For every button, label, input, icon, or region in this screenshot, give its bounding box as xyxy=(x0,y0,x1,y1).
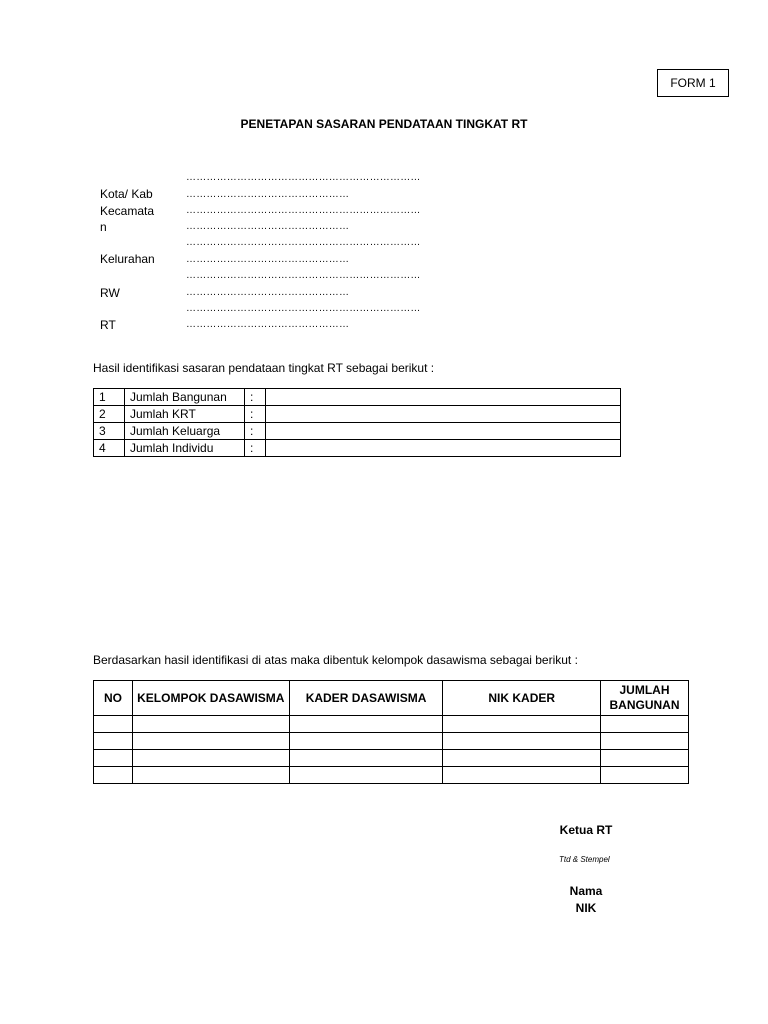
row-label: Jumlah Keluarga xyxy=(125,423,245,440)
row-number: 1 xyxy=(94,389,125,406)
label-rw: RW xyxy=(100,286,120,300)
dasawisma-group-table xyxy=(93,680,689,784)
cell[interactable] xyxy=(289,750,443,767)
label-kota-kab: Kota/ Kab xyxy=(100,187,153,201)
header-no: NO xyxy=(94,681,133,716)
identification-intro: Hasil identifikasi sasaran pendataan tingkat RT sebagai berikut : xyxy=(93,361,435,375)
table-row xyxy=(94,389,621,406)
cell[interactable] xyxy=(443,733,601,750)
signature-name-label: Nama xyxy=(569,884,603,898)
fill-line-short: ………………………………………… xyxy=(186,319,350,330)
cell[interactable] xyxy=(601,733,689,750)
label-rt: RT xyxy=(100,318,116,332)
cell[interactable] xyxy=(94,716,133,733)
identification-table xyxy=(93,388,621,457)
row-separator: : xyxy=(245,440,266,457)
row-value-field[interactable] xyxy=(266,423,621,440)
fill-line-long: …………………………………………………………… xyxy=(186,205,421,216)
row-value-field[interactable] xyxy=(266,406,621,423)
row-separator: : xyxy=(245,423,266,440)
cell[interactable] xyxy=(289,716,443,733)
fill-line-short: ………………………………………… xyxy=(186,254,350,265)
cell[interactable] xyxy=(132,750,289,767)
cell[interactable] xyxy=(289,733,443,750)
group-intro: Berdasarkan hasil identifikasi di atas maka dibentuk kelompok dasawisma sebagai berikut : xyxy=(93,653,578,667)
fill-line-long: …………………………………………………………… xyxy=(186,172,421,183)
fill-line-short: ………………………………………… xyxy=(186,189,350,200)
cell[interactable] xyxy=(443,767,601,784)
cell[interactable] xyxy=(132,733,289,750)
row-separator: : xyxy=(245,389,266,406)
row-value-field[interactable] xyxy=(266,440,621,457)
header-kelompok-dasawisma: KELOMPOK DASAWISMA xyxy=(132,681,289,716)
table-header-row xyxy=(94,681,689,716)
row-label: Jumlah KRT xyxy=(125,406,245,423)
cell[interactable] xyxy=(601,750,689,767)
row-number: 3 xyxy=(94,423,125,440)
row-label: Jumlah Bangunan xyxy=(125,389,245,406)
table-row xyxy=(94,750,689,767)
row-number: 2 xyxy=(94,406,125,423)
label-kecamatan-2: n xyxy=(100,220,107,234)
table-row xyxy=(94,716,689,733)
header-nik-kader: NIK KADER xyxy=(443,681,601,716)
fill-line-short: ………………………………………… xyxy=(186,287,350,298)
fill-line-long: …………………………………………………………… xyxy=(186,237,421,248)
signature-note: Ttd & Stempel xyxy=(559,855,610,864)
fill-line-short: ………………………………………… xyxy=(186,221,350,232)
label-kelurahan: Kelurahan xyxy=(100,252,155,266)
cell[interactable] xyxy=(132,716,289,733)
cell[interactable] xyxy=(94,733,133,750)
fill-line-long: …………………………………………………………… xyxy=(186,270,421,281)
signature-nik-label: NIK xyxy=(575,901,597,915)
header-kader-dasawisma: KADER DASAWISMA xyxy=(289,681,443,716)
table-row xyxy=(94,423,621,440)
cell[interactable] xyxy=(601,767,689,784)
label-kecamatan-1: Kecamata xyxy=(100,204,155,218)
cell[interactable] xyxy=(132,767,289,784)
table-row xyxy=(94,733,689,750)
cell[interactable] xyxy=(289,767,443,784)
row-number: 4 xyxy=(94,440,125,457)
form-code-box xyxy=(657,69,729,97)
table-row xyxy=(94,406,621,423)
header-jumlah-bangunan: JUMLAH BANGUNAN xyxy=(601,681,689,716)
cell[interactable] xyxy=(443,716,601,733)
signature-role: Ketua RT xyxy=(559,823,613,837)
row-separator: : xyxy=(245,406,266,423)
cell[interactable] xyxy=(94,750,133,767)
cell[interactable] xyxy=(94,767,133,784)
row-value-field[interactable] xyxy=(266,389,621,406)
row-label: Jumlah Individu xyxy=(125,440,245,457)
table-row xyxy=(94,767,689,784)
cell[interactable] xyxy=(443,750,601,767)
fill-line-long: …………………………………………………………… xyxy=(186,303,421,314)
document-title: PENETAPAN SASARAN PENDATAAN TINGKAT RT xyxy=(240,117,528,131)
table-row xyxy=(94,440,621,457)
cell[interactable] xyxy=(601,716,689,733)
form-code: FORM 1 xyxy=(670,76,716,90)
